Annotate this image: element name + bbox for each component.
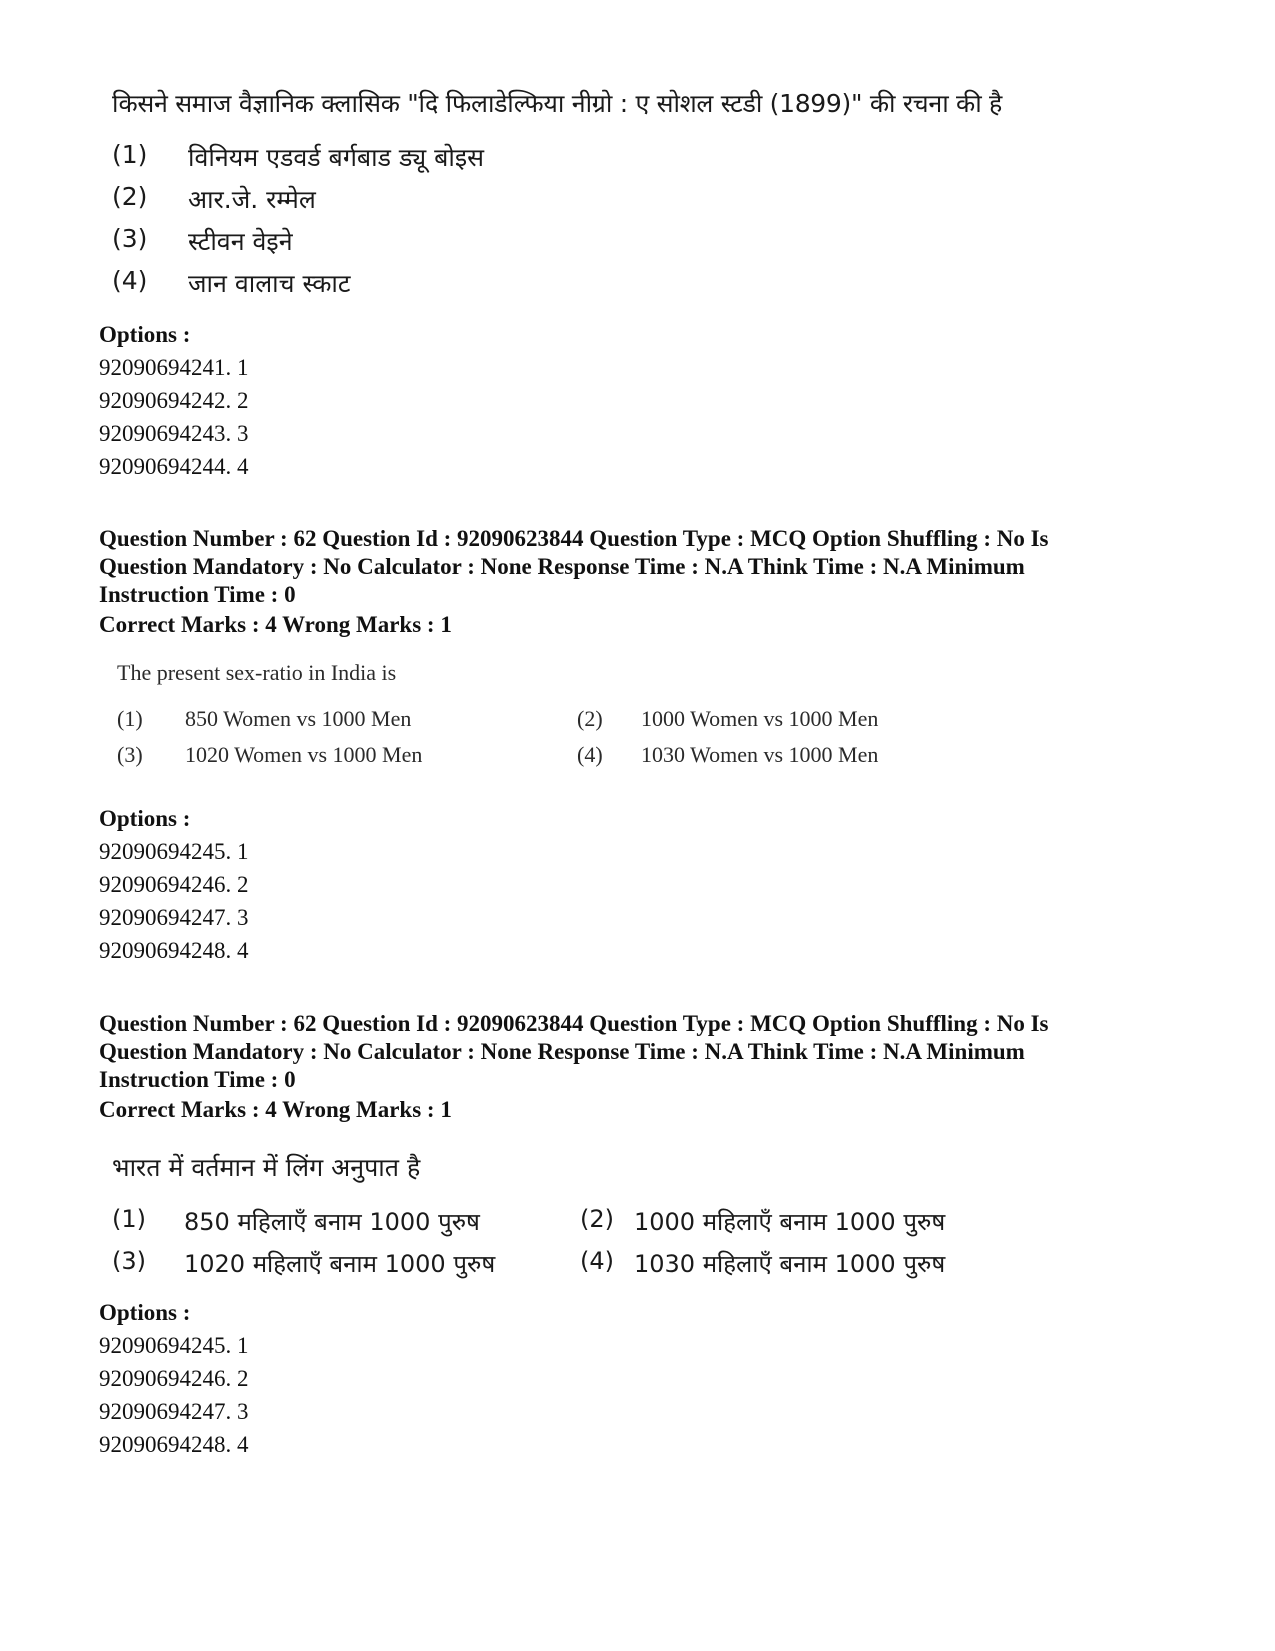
- choice-text: विनियम एडवर्ड बर्गबाड ड्यू बोइस: [188, 143, 485, 172]
- option-id: 92090694245. 1: [99, 839, 249, 864]
- option-id: 92090694243. 3: [99, 421, 249, 446]
- choice-number: (2): [112, 182, 148, 211]
- choice-text: 850 महिलाएँ बनाम 1000 पुरुष: [184, 1208, 480, 1236]
- option-id: 92090694247. 3: [99, 905, 249, 930]
- choice-number: (3): [117, 742, 143, 767]
- choice-text: 1030 Women vs 1000 Men: [641, 742, 879, 767]
- choice-text: जान वालाच स्काट: [188, 269, 351, 298]
- question-text: The present sex-ratio in India is: [117, 660, 397, 685]
- marks-line: Correct Marks : 4 Wrong Marks : 1: [99, 1097, 452, 1122]
- choice-number: (4): [577, 742, 603, 767]
- choice-number: (4): [580, 1247, 614, 1275]
- choice-text: 1020 महिलाएँ बनाम 1000 पुरुष: [184, 1250, 496, 1278]
- choice-number: (1): [112, 140, 148, 169]
- meta-line: Instruction Time : 0: [99, 1067, 296, 1092]
- option-id: 92090694246. 2: [99, 872, 249, 897]
- option-id: 92090694248. 4: [99, 938, 249, 963]
- meta-line: Question Mandatory : No Calculator : None Response Time : N.A Think Time : N.A Minimum: [99, 1039, 1025, 1064]
- marks-line: Correct Marks : 4 Wrong Marks : 1: [99, 612, 452, 637]
- choice-text: 1000 Women vs 1000 Men: [641, 706, 879, 731]
- options-heading: Options :: [99, 322, 191, 347]
- meta-line: Question Number : 62 Question Id : 92090623844 Question Type : MCQ Option Shuffling : No Is: [99, 1011, 1049, 1036]
- choice-text: आर.जे. रम्मेल: [188, 185, 316, 214]
- meta-line: Instruction Time : 0: [99, 582, 296, 607]
- option-id: 92090694244. 4: [99, 454, 249, 479]
- choice-number: (4): [112, 266, 148, 295]
- choice-number: (3): [112, 1247, 146, 1275]
- question-meta: [99, 1010, 1189, 1094]
- option-id: 92090694248. 4: [99, 1432, 249, 1457]
- meta-line: Question Mandatory : No Calculator : None Response Time : N.A Think Time : N.A Minimum: [99, 554, 1025, 579]
- question-text: भारत में वर्तमान में लिंग अनुपात है: [112, 1153, 421, 1182]
- choice-text: 1020 Women vs 1000 Men: [185, 742, 423, 767]
- choice-number: (1): [112, 1205, 146, 1233]
- options-heading: Options :: [99, 1300, 191, 1325]
- option-id: 92090694242. 2: [99, 388, 249, 413]
- meta-line: Question Number : 62 Question Id : 92090623844 Question Type : MCQ Option Shuffling : No Is: [99, 526, 1049, 551]
- option-id: 92090694246. 2: [99, 1366, 249, 1391]
- choice-number: (2): [577, 706, 603, 731]
- question-text: किसने समाज वैज्ञानिक क्लासिक "दि फिलाडेल्फिया नीग्रो : ए सोशल स्टडी (1899)" की रचना की है: [112, 89, 1003, 118]
- choice-text: 1000 महिलाएँ बनाम 1000 पुरुष: [634, 1208, 946, 1236]
- choice-number: (2): [580, 1205, 614, 1233]
- choice-text: स्टीवन वेइने: [188, 227, 293, 256]
- choice-text: 850 Women vs 1000 Men: [185, 706, 412, 731]
- options-heading: Options :: [99, 806, 191, 831]
- option-id: 92090694247. 3: [99, 1399, 249, 1424]
- option-id: 92090694245. 1: [99, 1333, 249, 1358]
- question-meta: [99, 525, 1189, 609]
- option-id: 92090694241. 1: [99, 355, 249, 380]
- choice-text: 1030 महिलाएँ बनाम 1000 पुरुष: [634, 1250, 946, 1278]
- choice-number: (1): [117, 706, 143, 731]
- choice-number: (3): [112, 224, 148, 253]
